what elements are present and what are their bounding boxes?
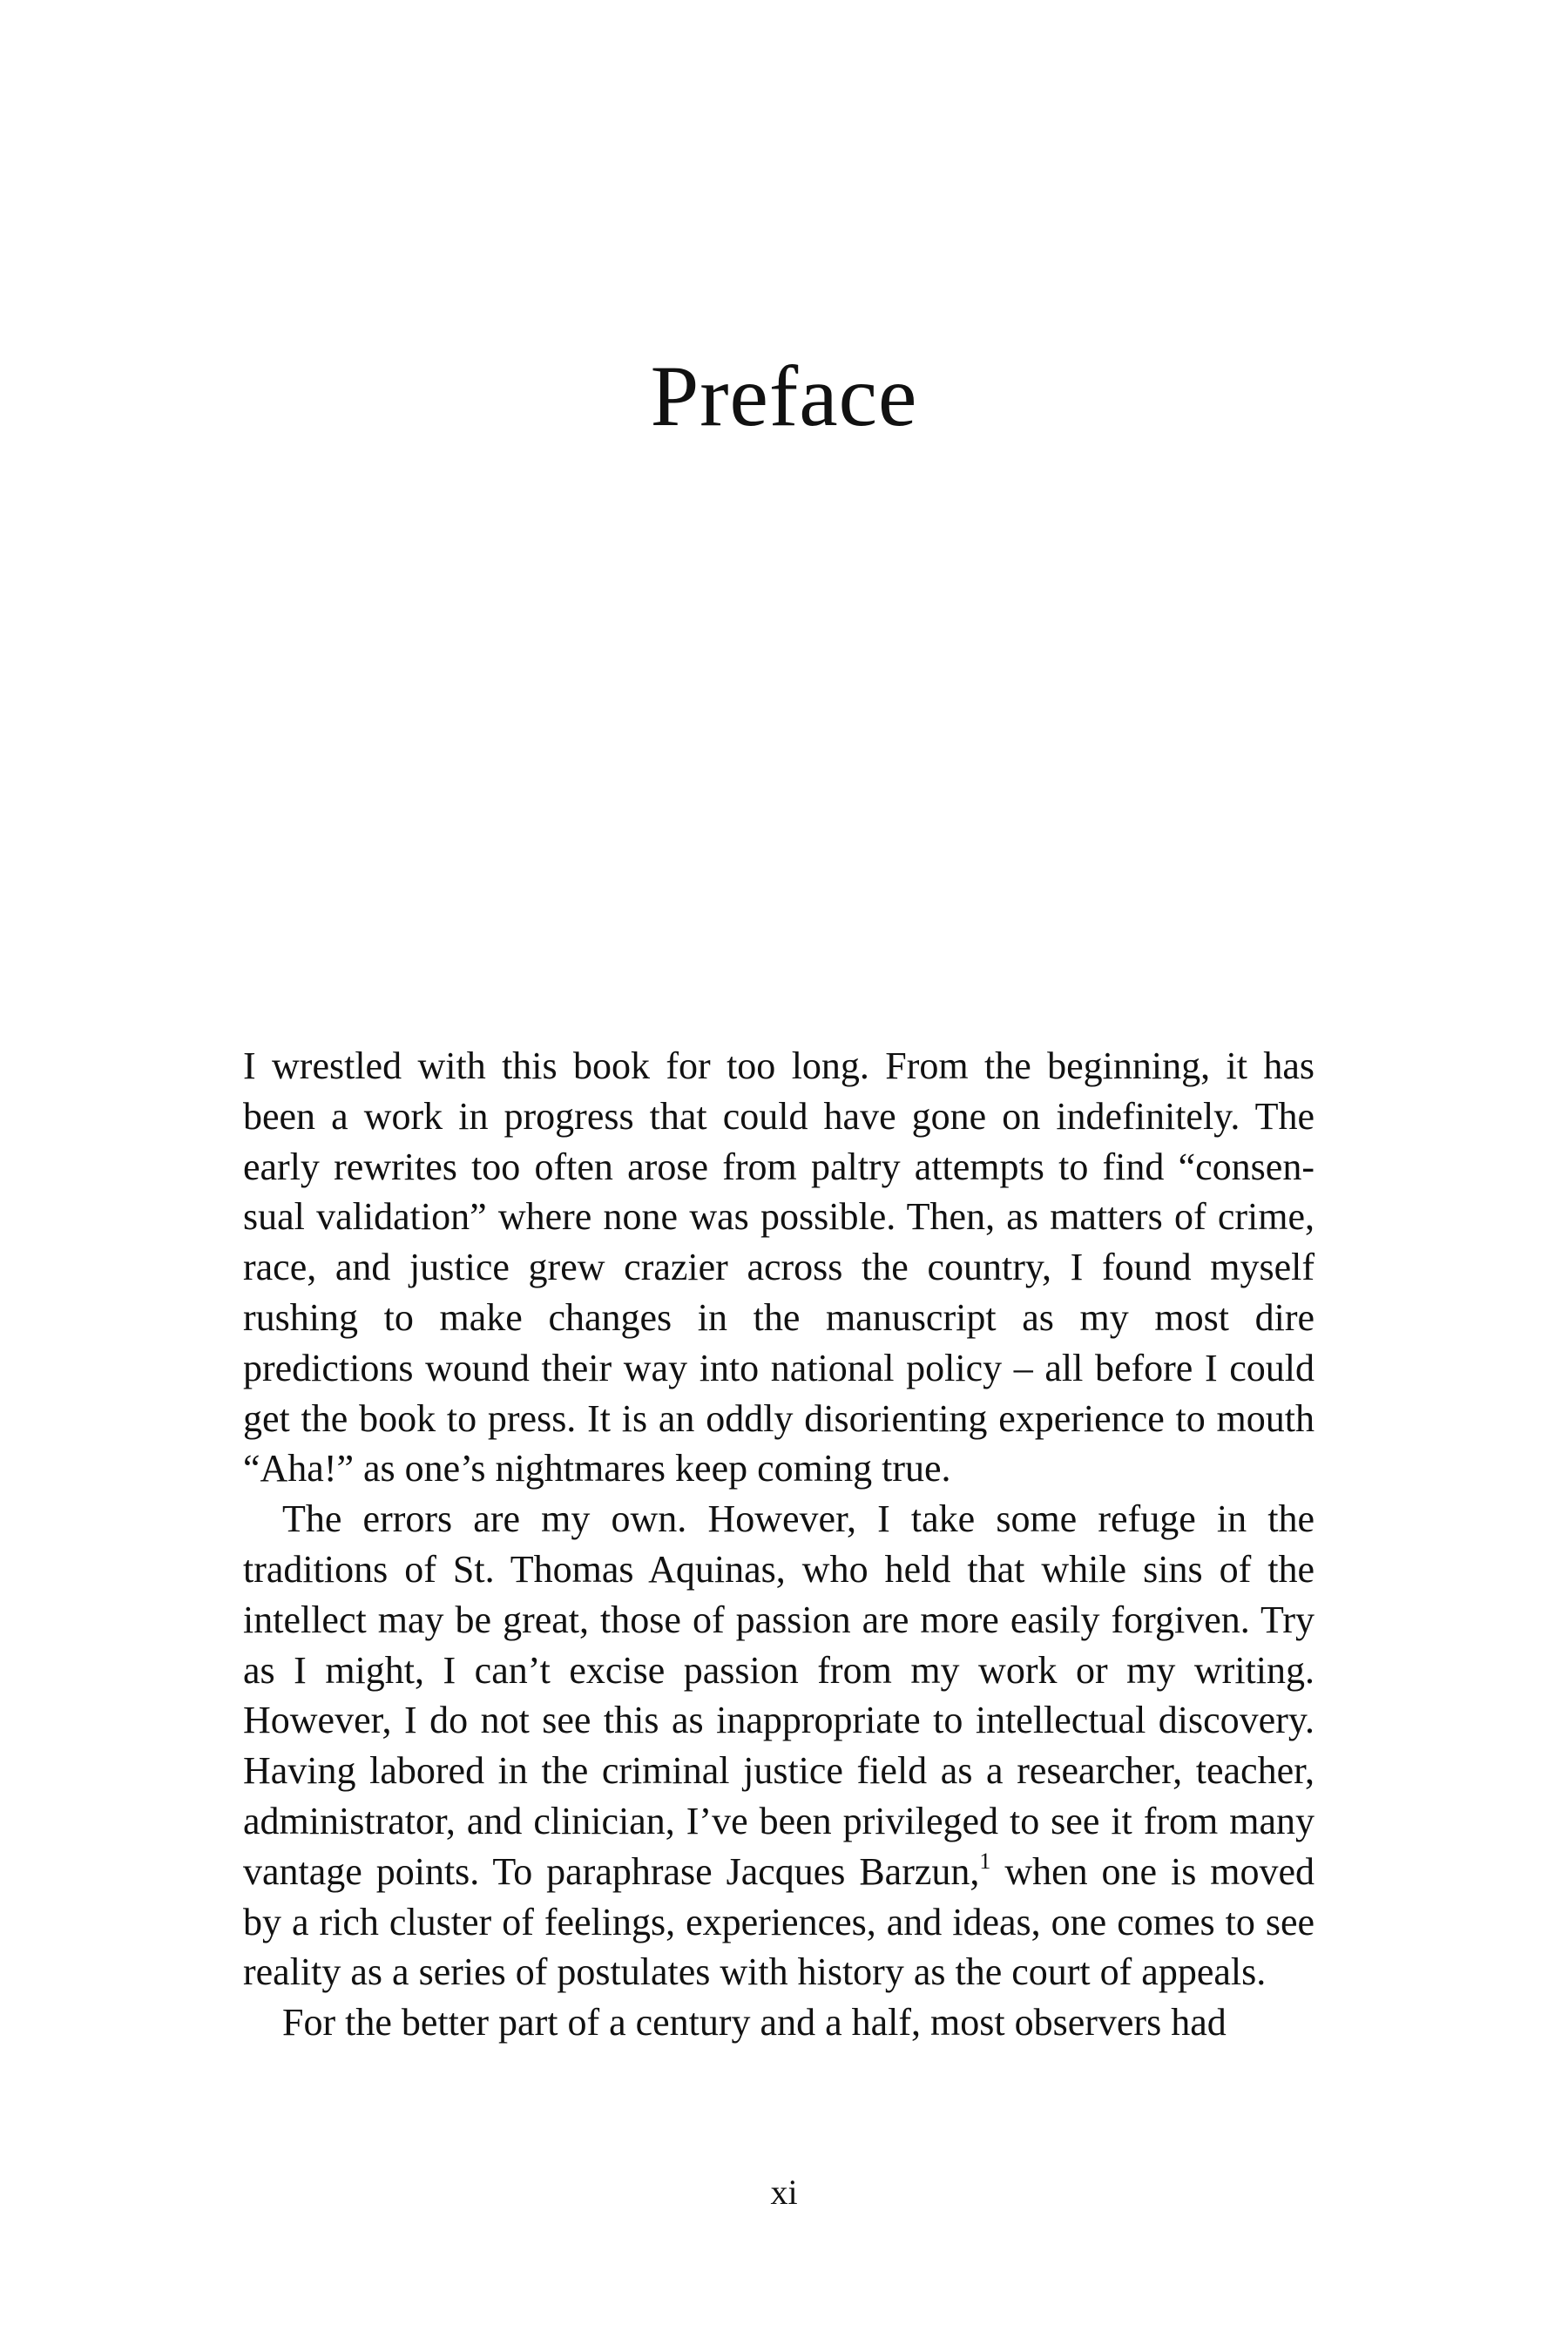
page-number: xi bbox=[770, 2173, 798, 2212]
footnote-reference[interactable]: 1 bbox=[979, 1848, 991, 1874]
paragraph-2 bbox=[243, 1494, 1315, 1997]
paragraph-2-text-start: The errors are my own. However, I take some refuge in the traditions of St. Thomas Aquinas, who held that while sins of the intellect may be great, those of passion are more easily forgiven. Try as I might, I can’t excise passion from my work or my writing. However, I do not see this as inappropriate to intellectual discovery. Having labored in the criminal justice field as a researcher, teacher, administrator, and clinician, I’ve been privileged to see it from many vantage points. To paraphrase Jacques Barzun, bbox=[243, 1497, 1315, 1893]
paragraph-2-text-end: when one is moved by a rich cluster of feelings, experiences, and ideas, one comes to see reality as a series of postulates with history as the court of appeals. bbox=[243, 1849, 1315, 1994]
paragraph-3: For the better part of a century and a half, most observers had bbox=[282, 2001, 1227, 2044]
page-title: Preface bbox=[650, 348, 918, 444]
preface-body bbox=[243, 1041, 1315, 2048]
paragraph-1: I wrestled with this book for too long. From the beginning, it has been a work in progress that could have gone on indefinitely. The early rewrites too often arose from paltry attempts to find “consensual validation” where none was possible. Then, as matters of crime, race, and justice grew crazier across the country, I found myself rushing to make changes in the manuscript as my most dire predictions wound their way into national policy – all before I could get the book to press. It is an oddly disorienting experience to mouth “Aha!” as one’s nightmares keep coming true. bbox=[243, 1044, 1315, 1490]
